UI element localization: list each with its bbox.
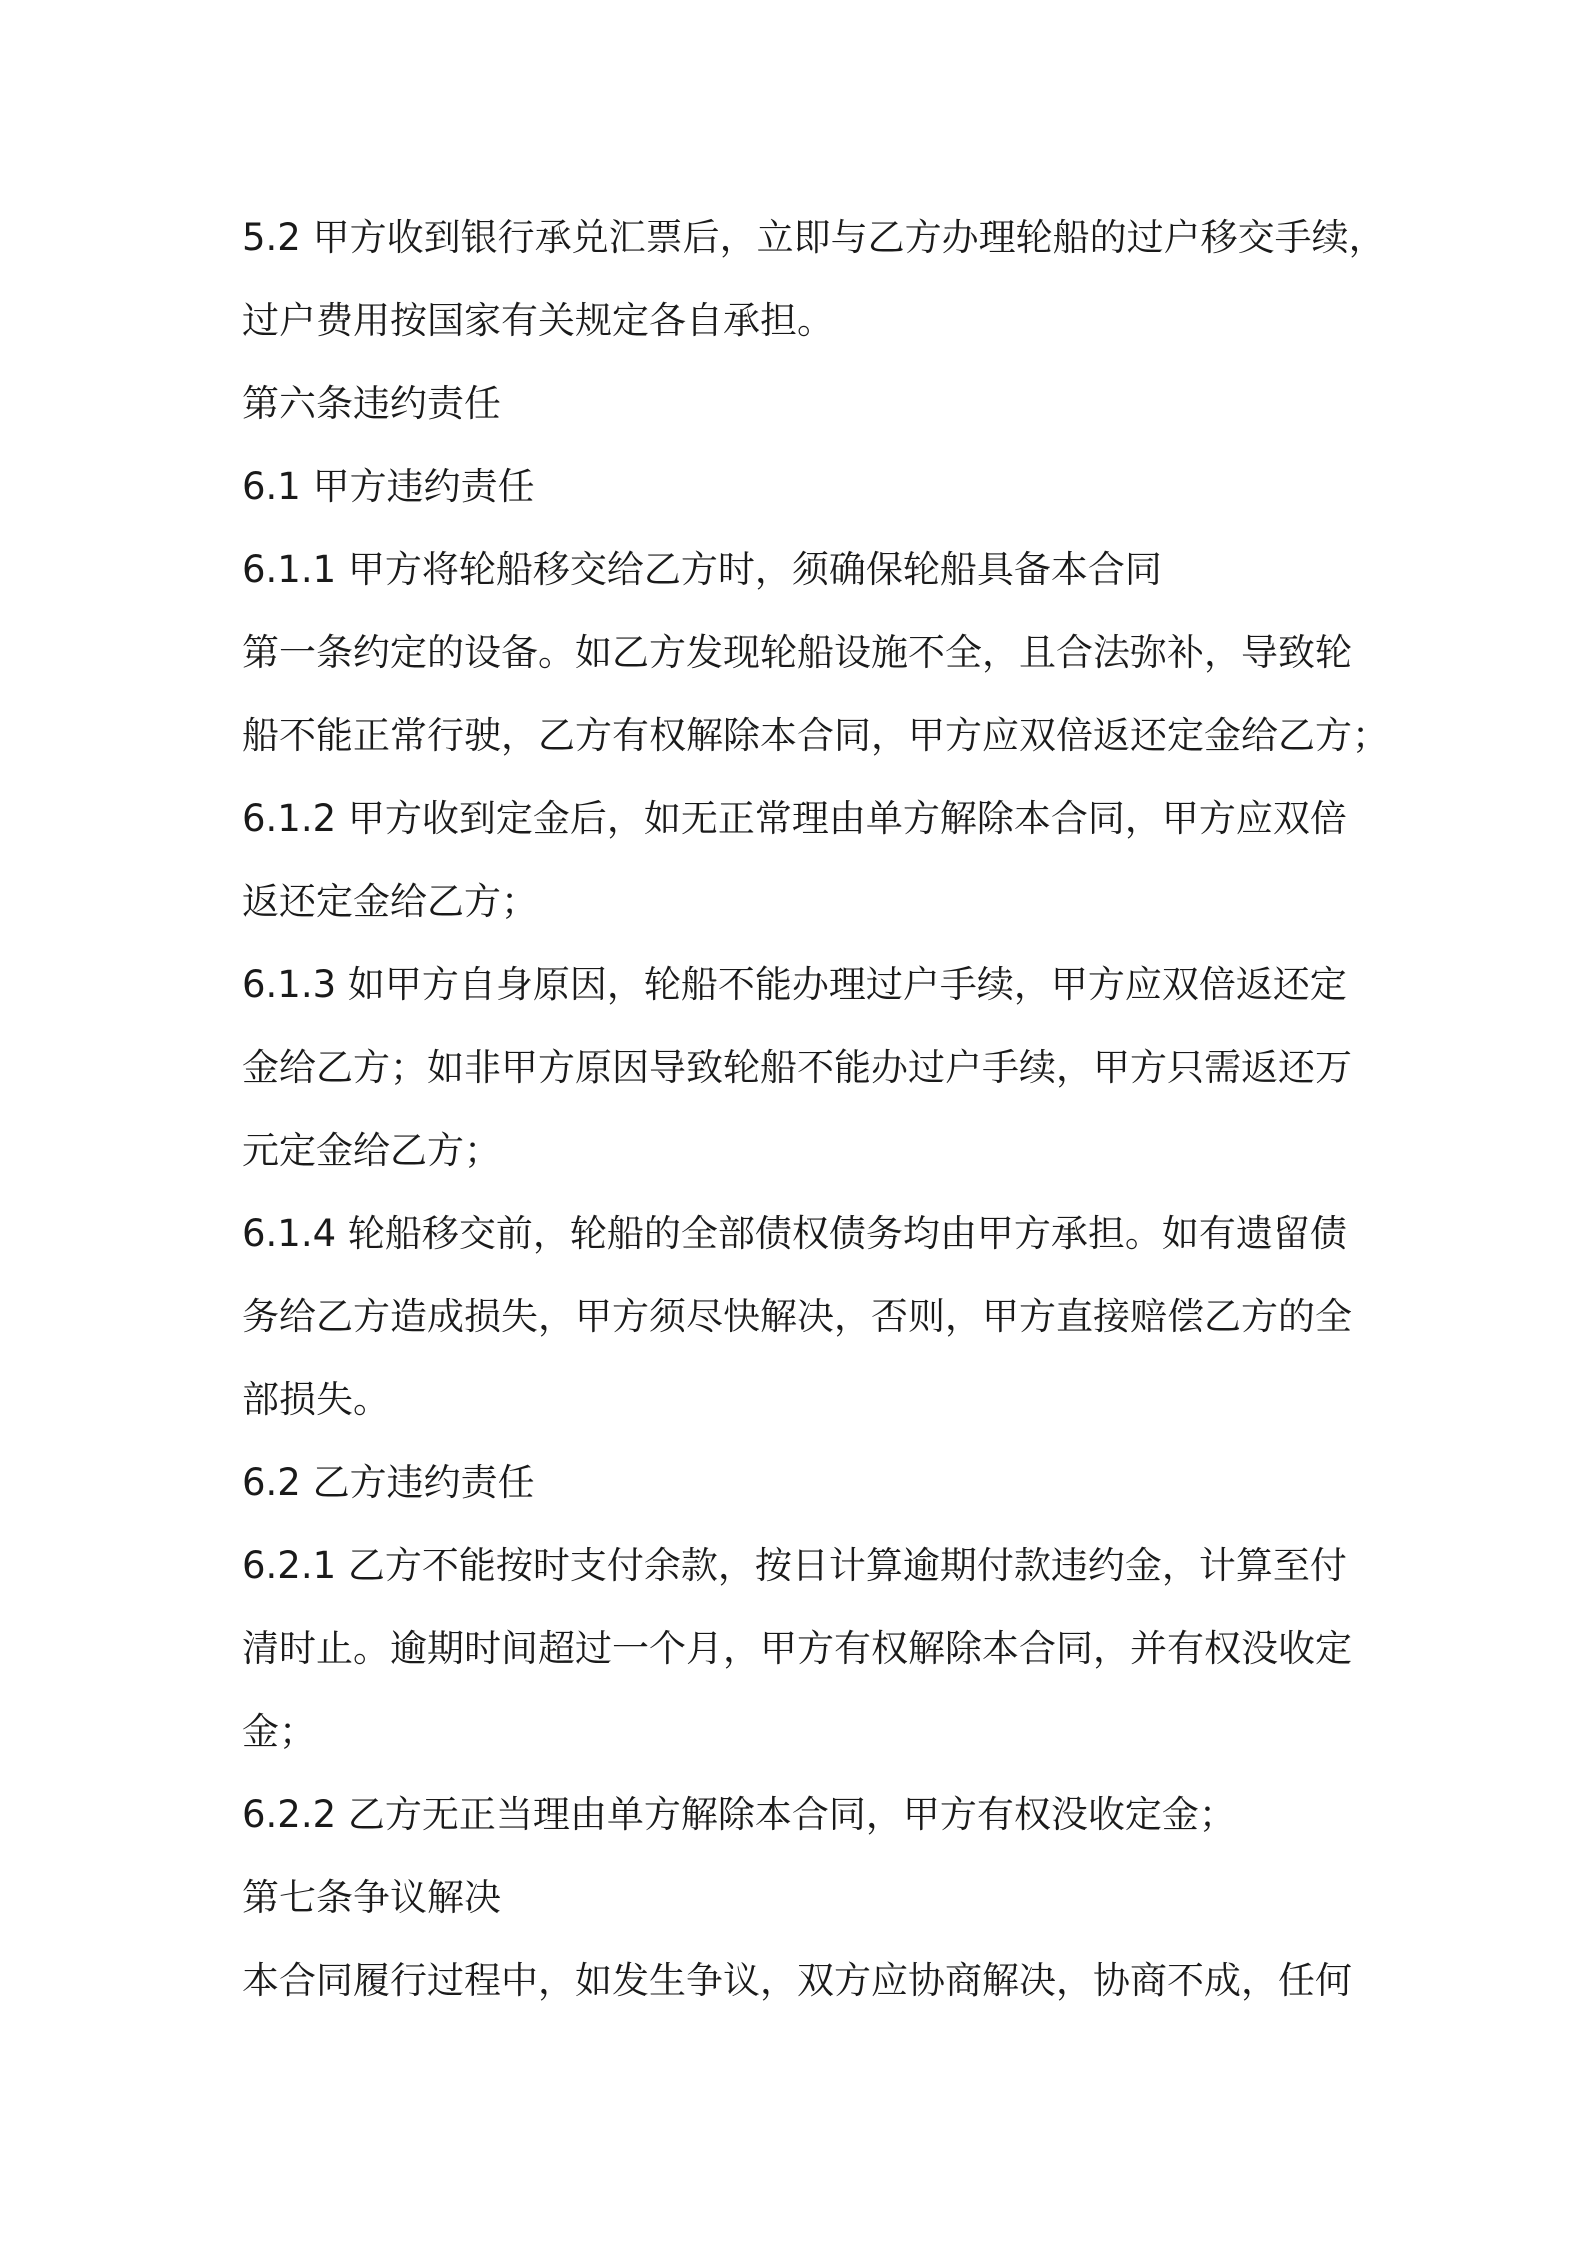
- text-line: 务给乙方造成损失，甲方须尽快解决，否则，甲方直接赔偿乙方的全: [242, 1295, 1352, 1338]
- text-line: 清时止。逾期时间超过一个月，甲方有权解除本合同，并有权没收定: [242, 1627, 1352, 1670]
- text-line: 第一条约定的设备。如乙方发现轮船设施不全，且合法弥补，导致轮: [242, 631, 1352, 674]
- subsection-heading: 6.2 乙方违约责任: [242, 1461, 535, 1504]
- section-heading: 第七条争议解决: [242, 1876, 501, 1919]
- text-line: 6.2.1 乙方不能按时支付余款，按日计算逾期付款违约金，计算至付: [242, 1544, 1347, 1587]
- text-line: 5.2 甲方收到银行承兑汇票后，立即与乙方办理轮船的过户移交手续，: [242, 216, 1386, 259]
- text-line: 6.1.1 甲方将轮船移交给乙方时，须确保轮船具备本合同: [242, 548, 1162, 591]
- text-line: 6.1.4 轮船移交前，轮船的全部债权债务均由甲方承担。如有遗留债: [242, 1212, 1347, 1255]
- subsection-heading: 6.1 甲方违约责任: [242, 465, 535, 508]
- text-line: 返还定金给乙方；: [242, 880, 538, 923]
- text-line: 船不能正常行驶，乙方有权解除本合同，甲方应双倍返还定金给乙方；: [242, 714, 1389, 757]
- text-line: 部损失。: [242, 1378, 390, 1421]
- text-line: 6.2.2 乙方无正当理由单方解除本合同，甲方有权没收定金；: [242, 1793, 1236, 1836]
- section-heading: 第六条违约责任: [242, 382, 501, 425]
- text-line: 过户费用按国家有关规定各自承担。: [242, 299, 834, 342]
- text-line: 金；: [242, 1710, 316, 1753]
- text-line: 6.1.2 甲方收到定金后，如无正常理由单方解除本合同，甲方应双倍: [242, 797, 1347, 840]
- contract-text: [242, 196, 1389, 2022]
- text-line: 金给乙方；如非甲方原因导致轮船不能办过户手续，甲方只需返还万: [242, 1046, 1352, 1089]
- text-line: 元定金给乙方；: [242, 1129, 501, 1172]
- text-line: 本合同履行过程中，如发生争议，双方应协商解决，协商不成，任何: [242, 1959, 1352, 2002]
- text-line: 6.1.3 如甲方自身原因，轮船不能办理过户手续，甲方应双倍返还定: [242, 963, 1347, 1006]
